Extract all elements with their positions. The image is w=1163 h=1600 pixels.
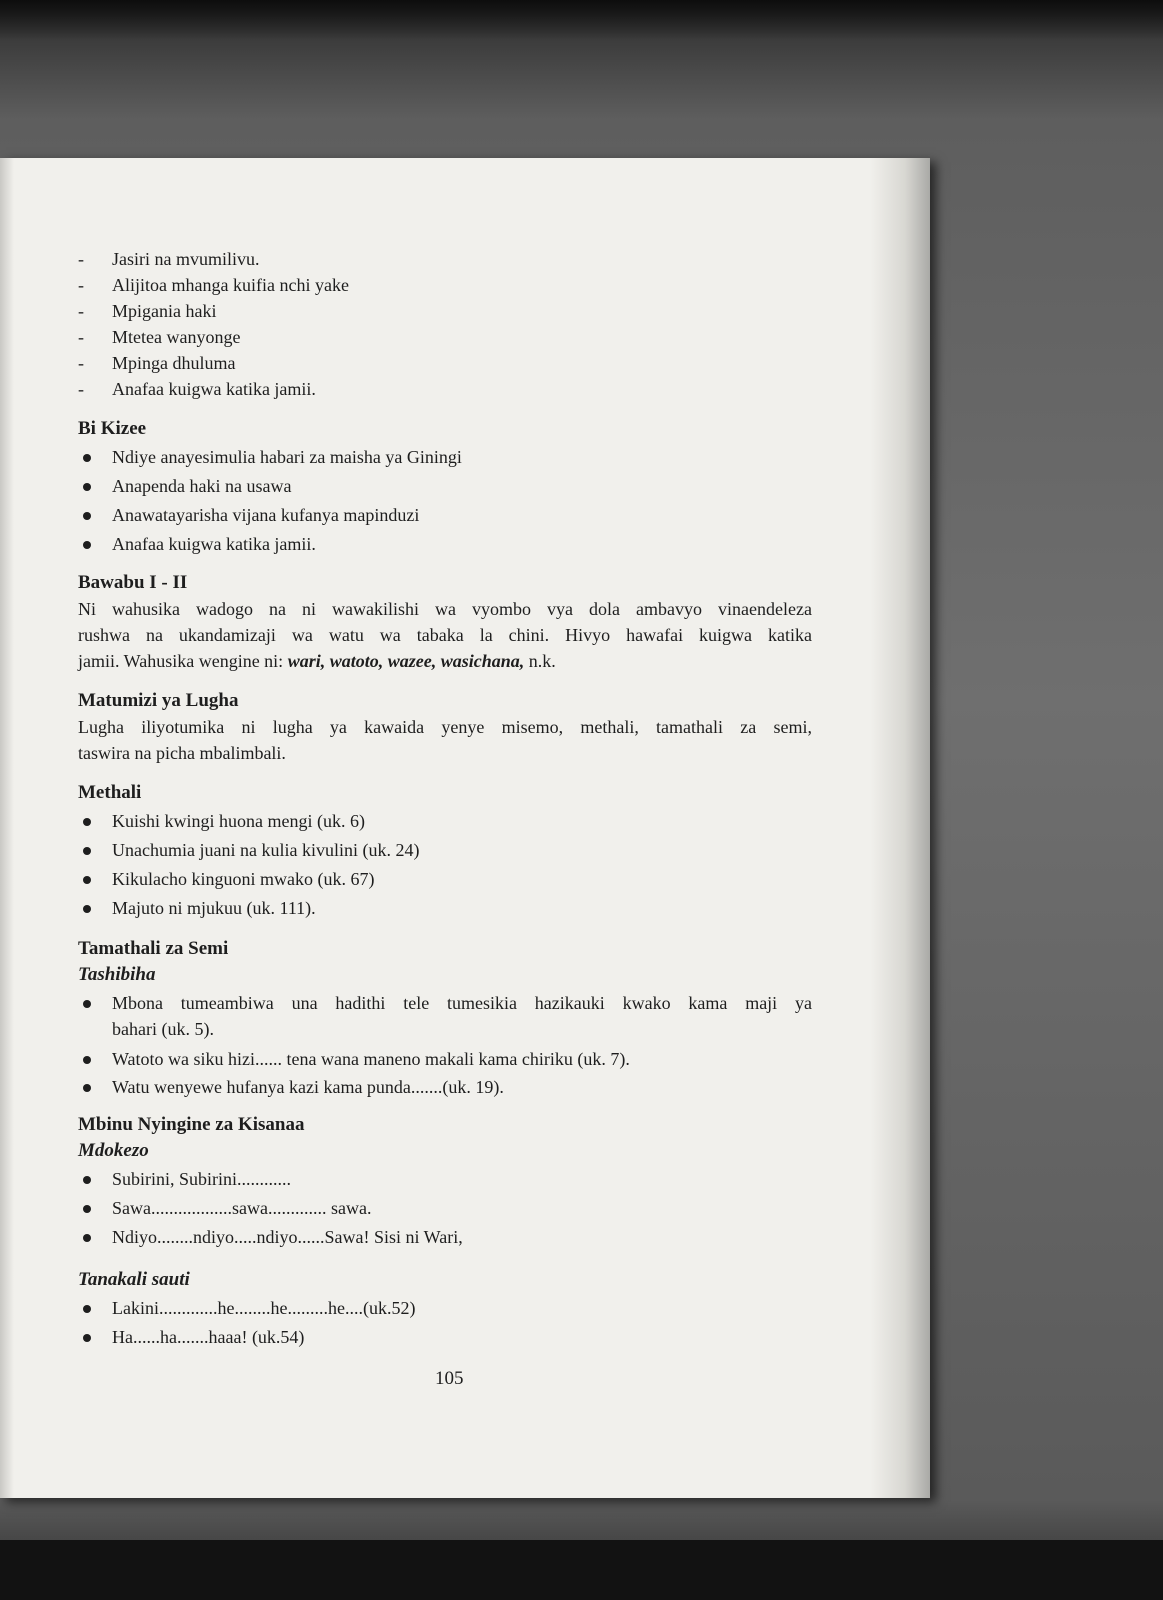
bullet-icon: [83, 847, 91, 855]
list-item: Lakini.............he........he.........he....(uk.52): [112, 1298, 416, 1318]
list-item: Kikulacho kinguoni mwako (uk. 67): [112, 869, 375, 889]
bullet-icon: [83, 905, 91, 913]
list-marker: -: [78, 327, 84, 347]
section-heading-matumizi: Matumizi ya Lugha: [78, 690, 239, 711]
bullet-icon: [83, 454, 91, 462]
subheading-tanakali-sauti: Tanakali sauti: [78, 1269, 190, 1290]
page-number: 105: [435, 1368, 464, 1389]
list-item: Mbona tumeambiwa una hadithi tele tumesikia hazikauki kwako kama maji ya: [112, 993, 812, 1013]
paragraph-line: rushwa na ukandamizaji wa watu wa tabaka la chini. Hivyo hawafai kuigwa katika: [78, 625, 812, 645]
list-item: Watu wenyewe hufanya kazi kama punda.......(uk. 19).: [112, 1077, 504, 1097]
subheading-tashibiha: Tashibiha: [78, 964, 156, 985]
scan-bottom-shadow: [0, 1540, 1163, 1600]
bullet-icon: [83, 1176, 91, 1184]
list-item: Mtetea wanyonge: [112, 327, 241, 347]
paragraph-line: [78, 650, 556, 672]
bullet-icon: [83, 1305, 91, 1313]
list-item: Anafaa kuigwa katika jamii.: [112, 534, 316, 554]
section-heading-bi-kizee: Bi Kizee: [78, 418, 147, 439]
list-item: Watoto wa siku hizi...... tena wana maneno makali kama chiriku (uk. 7).: [112, 1049, 630, 1069]
bullet-icon: [83, 1084, 91, 1092]
section-heading-mbinu: Mbinu Nyingine za Kisanaa: [78, 1114, 305, 1135]
list-marker: -: [78, 275, 84, 295]
section-heading-methali: Methali: [78, 782, 142, 803]
list-item: Ndiyo........ndiyo.....ndiyo......Sawa! Sisi ni Wari,: [112, 1227, 463, 1247]
list-marker: -: [78, 249, 84, 269]
bullet-icon: [83, 1234, 91, 1242]
paragraph-line: Lugha iliyotumika ni lugha ya kawaida yenye misemo, methali, tamathali za semi,: [78, 717, 812, 737]
list-item: Majuto ni mjukuu (uk. 111).: [112, 898, 316, 918]
paragraph-line: Ni wahusika wadogo na ni wawakilishi wa vyombo vya dola ambavyo vinaendeleza: [78, 599, 812, 619]
list-item: Anafaa kuigwa katika jamii.: [112, 379, 316, 399]
bullet-icon: [83, 512, 91, 520]
list-item-continuation: bahari (uk. 5).: [112, 1019, 214, 1039]
paragraph-line: taswira na picha mbalimbali.: [78, 743, 286, 763]
bullet-icon: [83, 1205, 91, 1213]
paragraph-text: n.k.: [524, 651, 556, 671]
list-item: Anapenda haki na usawa: [112, 476, 292, 496]
list-marker: -: [78, 301, 84, 321]
list-item: Jasiri na mvumilivu.: [112, 249, 260, 269]
list-item: Mpinga dhuluma: [112, 353, 236, 373]
list-item: Unachumia juani na kulia kivulini (uk. 24): [112, 840, 420, 860]
bullet-icon: [83, 1000, 91, 1008]
page-text: [0, 158, 930, 1498]
paragraph-text: jamii. Wahusika wengine ni:: [78, 651, 288, 671]
bullet-icon: [83, 818, 91, 826]
section-heading-bawabu: Bawabu I - II: [78, 572, 188, 593]
list-item: Anawatayarisha vijana kufanya mapinduzi: [112, 505, 420, 525]
list-marker: -: [78, 379, 84, 399]
list-item: Ha......ha.......haaa! (uk.54): [112, 1327, 305, 1347]
bullet-icon: [83, 1056, 91, 1064]
subheading-mdokezo: Mdokezo: [78, 1140, 149, 1161]
book-page: [0, 158, 930, 1498]
list-item: Mpigania haki: [112, 301, 217, 321]
list-item: Sawa..................sawa............. sawa.: [112, 1198, 372, 1218]
section-heading-tamathali: Tamathali za Semi: [78, 938, 229, 959]
list-item: Subirini, Subirini............: [112, 1169, 292, 1189]
bullet-icon: [83, 483, 91, 491]
list-item: Kuishi kwingi huona mengi (uk. 6): [112, 811, 365, 831]
bullet-icon: [83, 876, 91, 884]
list-marker: -: [78, 353, 84, 373]
list-item: Ndiye anayesimulia habari za maisha ya Giningi: [112, 447, 462, 467]
list-item: Alijitoa mhanga kuifia nchi yake: [112, 275, 349, 295]
bullet-icon: [83, 541, 91, 549]
bullet-icon: [83, 1334, 91, 1342]
emphasis-text: wari, watoto, wazee, wasichana,: [287, 651, 525, 671]
scan-top-shadow: [0, 0, 1163, 40]
